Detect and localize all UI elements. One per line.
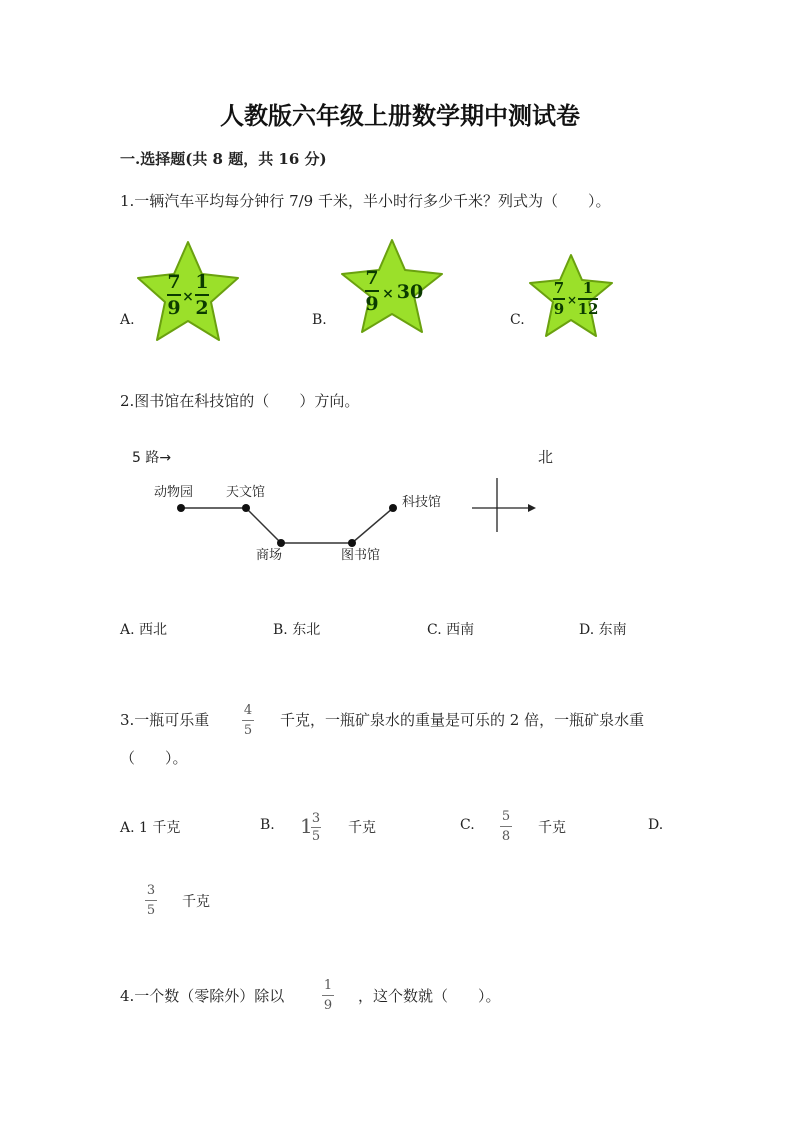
map-diagram bbox=[120, 440, 580, 574]
q2-option-c[interactable]: C. 西南 bbox=[427, 622, 475, 638]
question-1-text: 1.一辆汽车平均每分钟行 7/9 千米，半小时行多少千米？列式为（ ）。 bbox=[120, 192, 611, 210]
map-route-label: 5 路→ bbox=[132, 450, 172, 466]
page-title: 人教版六年级上册数学期中测试卷 bbox=[220, 101, 580, 130]
q3-option-d-fraction bbox=[145, 884, 157, 917]
q1b-num-a: 7 bbox=[365, 267, 379, 289]
q1-option-b-star[interactable] bbox=[336, 236, 448, 340]
question-3-text-after: 千克，一瓶矿泉水的重量是可乐的 2 倍，一瓶矿泉水重 bbox=[280, 711, 645, 729]
question-4-text-before: 4.一个数（零除外）除以 bbox=[120, 987, 285, 1005]
q3-option-b-int: 1 bbox=[300, 814, 313, 838]
q1b-int-b: 30 bbox=[396, 281, 424, 303]
map-label-library: 图书馆 bbox=[341, 548, 381, 563]
map-point-zoo bbox=[177, 504, 185, 512]
q3-fraction bbox=[242, 704, 254, 737]
q4-frac-den: 9 bbox=[323, 998, 333, 1013]
map-label-mall: 商场 bbox=[256, 548, 283, 563]
map-label-observatory: 天文馆 bbox=[226, 485, 266, 500]
q3-frac-den: 5 bbox=[243, 723, 253, 738]
q3b-frac-num: 3 bbox=[311, 811, 321, 826]
map-route-line bbox=[181, 508, 393, 543]
q1c-num-b: 1 bbox=[582, 279, 594, 297]
q1a-den-a: 9 bbox=[167, 297, 181, 319]
q2-option-d[interactable]: D. 东南 bbox=[579, 622, 627, 638]
q3-option-b-label[interactable]: B. bbox=[260, 817, 275, 833]
q2-option-a[interactable]: A. 西北 bbox=[120, 622, 168, 638]
q1b-op: × bbox=[382, 286, 394, 302]
map-point-library bbox=[348, 539, 356, 547]
question-3-text-line2: （ ）。 bbox=[120, 749, 188, 767]
q3b-frac-den: 5 bbox=[311, 829, 321, 844]
q4-fraction bbox=[322, 979, 334, 1012]
map-label-science-museum: 科技馆 bbox=[402, 495, 442, 510]
question-3-text-before: 3.一瓶可乐重 bbox=[120, 711, 210, 729]
q2-option-b[interactable]: B. 东北 bbox=[273, 622, 321, 638]
q1c-op: × bbox=[566, 293, 578, 307]
q3-option-b-fraction bbox=[311, 812, 321, 843]
q1a-den-b: 2 bbox=[195, 297, 209, 319]
q1-option-a-star[interactable] bbox=[132, 238, 244, 350]
star-shape-icon bbox=[336, 236, 448, 336]
q3-frac-num: 4 bbox=[243, 703, 253, 718]
star-shape-icon bbox=[132, 238, 244, 346]
q1-option-c-label: C. bbox=[510, 312, 525, 328]
section-heading: 一.选择题(共 8 题，共 16 分) bbox=[120, 150, 327, 168]
q3-option-c-unit: 千克 bbox=[538, 820, 566, 836]
star-shape-icon bbox=[526, 252, 616, 340]
question-4-text-after: ，这个数就（ ）。 bbox=[358, 987, 501, 1005]
question-2-text: 2.图书馆在科技馆的（ ）方向。 bbox=[120, 392, 360, 410]
map-label-zoo: 动物园 bbox=[154, 485, 194, 500]
map-north-label: 北 bbox=[538, 448, 554, 466]
q3-option-d-unit: 千克 bbox=[182, 894, 210, 910]
q3-option-d-label[interactable]: D. bbox=[648, 817, 664, 833]
map-point-science-museum bbox=[389, 504, 397, 512]
q3d-frac-den: 5 bbox=[146, 903, 156, 918]
q3c-frac-num: 5 bbox=[501, 809, 511, 824]
map-point-mall bbox=[277, 539, 285, 547]
q3d-frac-num: 3 bbox=[146, 883, 156, 898]
q1b-den-a: 9 bbox=[365, 293, 379, 315]
q3c-frac-den: 8 bbox=[501, 829, 511, 844]
q1-option-b-label: B. bbox=[312, 312, 327, 328]
q1a-num-b: 1 bbox=[195, 271, 209, 293]
q4-frac-num: 1 bbox=[323, 978, 333, 993]
compass-east-arrow-icon bbox=[528, 504, 536, 512]
q3-option-b-unit: 千克 bbox=[348, 820, 376, 836]
q1a-op: × bbox=[182, 289, 194, 305]
q1a-num-a: 7 bbox=[167, 271, 181, 293]
q3-option-a[interactable]: A. 1 千克 bbox=[120, 820, 181, 836]
q3-option-c-label[interactable]: C. bbox=[460, 817, 475, 833]
q1-option-c-star[interactable] bbox=[526, 252, 616, 344]
q1c-den-b: 12 bbox=[577, 300, 599, 318]
map-point-observatory bbox=[242, 504, 250, 512]
q1c-den-a: 9 bbox=[553, 300, 565, 318]
q1c-num-a: 7 bbox=[553, 279, 565, 297]
q3-option-c-fraction bbox=[500, 810, 512, 843]
q1-option-a-label: A. bbox=[120, 312, 135, 328]
